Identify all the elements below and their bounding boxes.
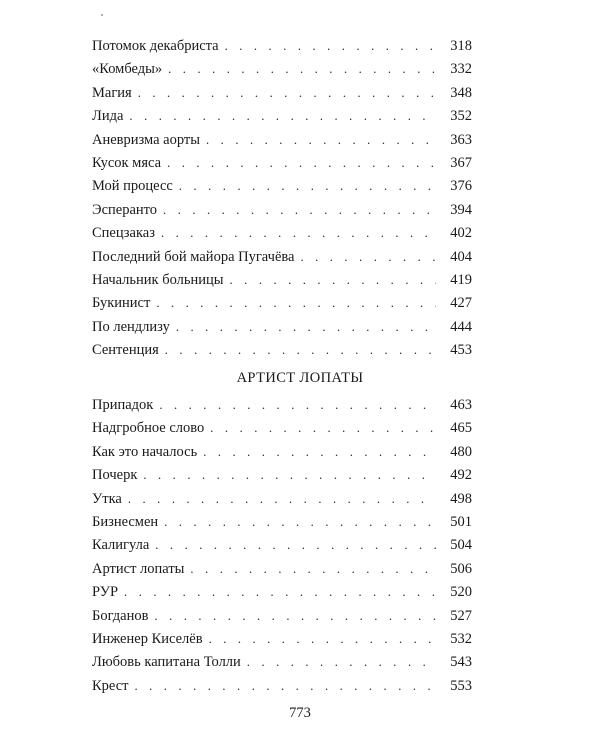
toc-entry bbox=[92, 222, 472, 245]
toc-entry-title: Аневризма аорты bbox=[92, 131, 201, 148]
toc-entry-page: 376 bbox=[450, 178, 472, 195]
dot-leader bbox=[247, 651, 436, 674]
toc-entry bbox=[92, 175, 472, 198]
toc-entry-page: 367 bbox=[450, 154, 472, 171]
toc-entry-title: Богданов bbox=[92, 607, 149, 624]
toc-entry bbox=[92, 558, 472, 581]
dot-leader bbox=[129, 105, 436, 128]
dot-leader bbox=[155, 534, 436, 557]
toc-entry bbox=[92, 105, 472, 128]
toc-entry bbox=[92, 246, 472, 269]
dot-leader bbox=[138, 82, 436, 105]
toc-entry-page: 404 bbox=[450, 248, 472, 265]
toc-entry bbox=[92, 675, 472, 698]
toc-entry-title: Крест bbox=[92, 677, 129, 694]
dot-leader bbox=[179, 175, 436, 198]
toc-entry-title: Утка bbox=[92, 490, 122, 507]
toc-entry-title: Артист лопаты bbox=[92, 560, 185, 577]
dot-leader bbox=[159, 394, 436, 417]
toc-entry-page: 492 bbox=[450, 467, 472, 484]
dot-leader bbox=[168, 58, 436, 81]
toc-entry-page: 501 bbox=[450, 513, 472, 530]
dot-leader bbox=[230, 269, 436, 292]
toc-entry-page: 520 bbox=[450, 584, 472, 601]
toc-entry-title: «Комбеды» bbox=[92, 61, 163, 78]
toc-entry bbox=[92, 417, 472, 440]
toc-entry-title: Сентенция bbox=[92, 342, 159, 359]
toc-entry-title: Инженер Киселёв bbox=[92, 630, 203, 647]
toc-entry-title: Букинист bbox=[92, 295, 151, 312]
dot-leader bbox=[176, 316, 436, 339]
toc-entry-page: 480 bbox=[450, 443, 472, 460]
toc-entry-title: Последний бой майора Пугачёва bbox=[92, 248, 295, 265]
dot-leader bbox=[210, 417, 436, 440]
toc-entry bbox=[92, 628, 472, 651]
toc-entry-title: Кусок мяса bbox=[92, 154, 162, 171]
toc-entry bbox=[92, 339, 472, 362]
toc-entry-title: Магия bbox=[92, 84, 132, 101]
toc-entry-title: Спецзаказ bbox=[92, 225, 155, 242]
toc-entry-page: 527 bbox=[450, 607, 472, 624]
dot-leader bbox=[206, 129, 436, 152]
section-heading: АРТИСТ ЛОПАТЫ bbox=[236, 370, 364, 386]
toc-entry-title: Бизнесмен bbox=[92, 513, 159, 530]
toc-entry bbox=[92, 292, 472, 315]
dot-leader bbox=[161, 222, 436, 245]
dot-leader bbox=[165, 339, 436, 362]
toc-entry-title: Калигула bbox=[92, 537, 150, 554]
toc-entry-title: Почерк bbox=[92, 467, 138, 484]
dot-leader bbox=[124, 581, 436, 604]
toc-entry bbox=[92, 316, 472, 339]
toc-entry-title: Как это началось bbox=[92, 443, 198, 460]
toc-entry bbox=[92, 464, 472, 487]
toc-entry-title: Лида bbox=[92, 108, 124, 125]
toc-entry-title: Потомок декабриста bbox=[92, 38, 219, 54]
toc-entry bbox=[92, 269, 472, 292]
toc-entry-page: 348 bbox=[450, 84, 472, 101]
toc-entry-title: По лендлизу bbox=[92, 318, 170, 335]
toc-entry bbox=[92, 152, 472, 175]
toc-entry-page: 394 bbox=[450, 201, 472, 218]
toc-entry-title: Надгробное слово bbox=[92, 420, 205, 437]
toc-entry bbox=[92, 534, 472, 557]
toc-entry bbox=[92, 129, 472, 152]
dot-leader bbox=[143, 464, 436, 487]
toc-entry bbox=[92, 199, 472, 222]
dot-leader bbox=[190, 558, 436, 581]
toc-entry-title: Припадок bbox=[92, 397, 154, 413]
toc-entry bbox=[92, 581, 472, 604]
toc-entry bbox=[92, 441, 472, 464]
print-speck bbox=[101, 14, 103, 16]
toc-entry-page: 402 bbox=[450, 225, 472, 242]
toc-entry-page: 465 bbox=[450, 420, 472, 437]
dot-leader bbox=[164, 511, 436, 534]
toc-entry-title: Эсперанто bbox=[92, 201, 158, 218]
toc-entry bbox=[92, 58, 472, 81]
dot-leader bbox=[167, 152, 436, 175]
dot-leader bbox=[163, 199, 436, 222]
toc-entry bbox=[92, 394, 472, 417]
toc-entry-title: Мой процесс bbox=[92, 178, 173, 195]
toc-entry-page: 532 bbox=[450, 630, 472, 647]
toc-entry-page: 543 bbox=[450, 654, 472, 671]
toc-entry bbox=[92, 605, 472, 628]
toc-entry-page: 553 bbox=[450, 677, 472, 694]
toc-entry-page: 498 bbox=[450, 490, 472, 507]
toc-entry-page: 363 bbox=[450, 131, 472, 148]
toc-entry-title: РУР bbox=[92, 584, 119, 601]
toc-entry-page: 427 bbox=[450, 295, 472, 312]
toc-section-1 bbox=[92, 35, 472, 362]
toc-entry-page: 352 bbox=[450, 108, 472, 125]
toc-entry-page: 506 bbox=[450, 560, 472, 577]
toc-entry bbox=[92, 488, 472, 511]
toc-entry-page: 332 bbox=[450, 61, 472, 78]
dot-leader bbox=[209, 628, 436, 651]
toc-entry-page: 463 bbox=[450, 397, 472, 413]
toc-entry-page: 453 bbox=[450, 342, 472, 359]
toc-entry bbox=[92, 82, 472, 105]
toc-entry-page: 419 bbox=[450, 271, 472, 288]
toc-entry bbox=[92, 35, 472, 58]
dot-leader bbox=[225, 35, 436, 58]
toc-entry-page: 444 bbox=[450, 318, 472, 335]
toc-entry-page: 318 bbox=[450, 38, 472, 54]
dot-leader bbox=[135, 675, 437, 698]
dot-leader bbox=[203, 441, 436, 464]
toc-entry-title: Начальник больницы bbox=[92, 271, 224, 288]
toc-entry bbox=[92, 651, 472, 674]
page-number: 773 bbox=[289, 705, 311, 721]
toc-entry bbox=[92, 511, 472, 534]
toc-entry-page: 504 bbox=[450, 537, 472, 554]
toc-entry-title: Любовь капитана Толли bbox=[92, 654, 241, 671]
dot-leader bbox=[128, 488, 436, 511]
dot-leader bbox=[300, 246, 436, 269]
toc-section-2 bbox=[92, 394, 472, 698]
dot-leader bbox=[154, 605, 436, 628]
dot-leader bbox=[156, 292, 436, 315]
